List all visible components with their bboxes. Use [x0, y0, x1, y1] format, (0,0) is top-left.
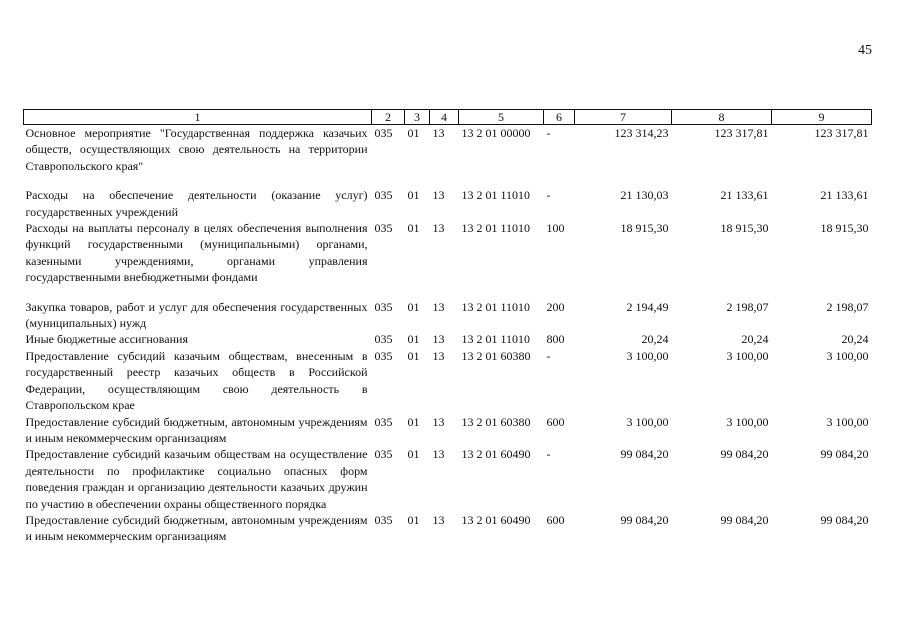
budget-table: [23, 109, 872, 545]
subsection-code: 13: [432, 221, 445, 236]
table-row: [24, 331, 872, 347]
subsection-code: 13: [432, 512, 445, 527]
ministry-code: 035: [374, 221, 393, 236]
amount-col7: 2 194,49: [626, 299, 669, 314]
ministry-code: 035: [374, 299, 393, 314]
target-article-code: 13 2 01 00000: [461, 126, 531, 140]
subsection-code: 13: [432, 348, 445, 363]
target-article-code: 13 2 01 60380: [461, 348, 531, 363]
expense-type-code: -: [546, 447, 551, 462]
amount-col7: 18 915,30: [620, 221, 669, 236]
row-description: Предоставление субсидий бюджетным, автономным учреждениям и иным некоммерческим организациям: [25, 512, 368, 544]
ministry-code: 035: [374, 348, 393, 363]
column-header: 2: [372, 110, 405, 125]
page-number: 45: [858, 43, 872, 58]
target-article-code: 13 2 01 60380: [461, 414, 531, 429]
section-code: 01: [407, 348, 420, 363]
expense-type-code: 600: [546, 414, 565, 429]
amount-col7: 20,24: [641, 332, 669, 347]
section-code: 01: [407, 512, 420, 527]
ministry-code: 035: [374, 414, 393, 429]
row-description: Иные бюджетные ассигнования: [25, 332, 188, 347]
subsection-code: 13: [432, 414, 445, 429]
row-description: Основное мероприятие "Государственная поддержка казачьих обществ, осуществляющих свою деятельность на территории Ставропольского края": [25, 126, 368, 173]
target-article-code: 13 2 01 60490: [461, 447, 531, 462]
amount-col8: 99 084,20: [720, 447, 769, 462]
section-code: 01: [407, 332, 420, 347]
amount-col8: 2 198,07: [726, 299, 769, 314]
target-article-code: 13 2 01 11010: [461, 332, 531, 347]
column-header: 8: [672, 110, 772, 125]
expense-type-code: -: [546, 348, 551, 363]
amount-col8: 21 133,61: [720, 188, 769, 203]
column-header: 5: [459, 110, 544, 125]
amount-col9: 2 198,07: [826, 299, 869, 314]
section-code: 01: [407, 126, 420, 140]
section-code: 01: [407, 299, 420, 314]
ministry-code: 035: [374, 512, 393, 527]
subsection-code: 13: [432, 447, 445, 462]
ministry-code: 035: [374, 126, 393, 140]
expense-type-code: 100: [546, 221, 565, 236]
amount-col9: 20,24: [841, 332, 869, 347]
row-description: Закупка товаров, работ и услуг для обеспечения государственных (муниципальных) нужд: [25, 299, 368, 331]
section-code: 01: [407, 188, 420, 203]
table-row: [24, 512, 872, 545]
row-description: Предоставление субсидий казачьим обществам, внесенным в государственный реестр казачьих обществ в Российской Федерации, осуществляющим свою деятельность в Ставропольском крае: [25, 348, 368, 413]
amount-col8: 3 100,00: [726, 414, 769, 429]
subsection-code: 13: [432, 299, 445, 314]
column-header: 9: [772, 110, 872, 125]
column-header: 1: [24, 110, 372, 125]
expense-type-code: -: [546, 188, 551, 203]
section-code: 01: [407, 447, 420, 462]
column-header: 7: [575, 110, 672, 125]
column-header: 4: [430, 110, 459, 125]
amount-col8: 3 100,00: [726, 348, 769, 363]
row-description: Расходы на выплаты персоналу в целях обеспечения выполнения функций государственными (муниципальными) органами, казенными учреждениями, органами управления государственными внебюджетными фондами: [25, 221, 368, 285]
column-header: 6: [544, 110, 575, 125]
expense-type-code: 800: [546, 332, 565, 347]
table-row: [24, 220, 872, 299]
row-description: Предоставление субсидий казачьим обществам на осуществление деятельности по профилактике социально опасных форм поведения граждан и организацию деятельности казачьих дружин по участию в обеспечении охраны общественного порядка: [25, 447, 368, 511]
table-row: [24, 299, 872, 332]
amount-col8: 123 317,81: [714, 126, 769, 140]
ministry-code: 035: [374, 332, 393, 347]
amount-col7: 21 130,03: [620, 188, 669, 203]
table-row: [24, 348, 872, 414]
expense-type-code: 600: [546, 512, 565, 527]
subsection-code: 13: [432, 126, 445, 140]
section-code: 01: [407, 221, 420, 236]
target-article-code: 13 2 01 11010: [461, 188, 531, 203]
row-description: Расходы на обеспечение деятельности (оказание услуг) государственных учреждений: [25, 188, 368, 219]
target-article-code: 13 2 01 60490: [461, 512, 531, 527]
amount-col9: 18 915,30: [820, 221, 869, 236]
subsection-code: 13: [432, 332, 445, 347]
expense-type-code: -: [546, 126, 551, 140]
ministry-code: 035: [374, 188, 393, 203]
amount-col8: 99 084,20: [720, 512, 769, 527]
amount-col8: 20,24: [741, 332, 769, 347]
header-row: [24, 110, 872, 125]
amount-col9: 3 100,00: [826, 348, 869, 363]
amount-col7: 3 100,00: [626, 414, 669, 429]
table-row: [24, 125, 872, 188]
target-article-code: 13 2 01 11010: [461, 221, 531, 236]
amount-col9: 3 100,00: [826, 414, 869, 429]
row-description: Предоставление субсидий бюджетным, автономным учреждениям и иным некоммерческим организациям: [25, 414, 368, 445]
amount-col7: 123 314,23: [614, 126, 669, 140]
amount-col9: 21 133,61: [820, 188, 869, 203]
table-row: [24, 187, 872, 220]
amount-col9: 123 317,81: [814, 126, 869, 140]
amount-col7: 99 084,20: [620, 447, 669, 462]
amount-col7: 99 084,20: [620, 512, 669, 527]
amount-col7: 3 100,00: [626, 348, 669, 363]
amount-col9: 99 084,20: [820, 512, 869, 527]
expense-type-code: 200: [546, 299, 565, 314]
ministry-code: 035: [374, 447, 393, 462]
table-row: [24, 446, 872, 512]
section-code: 01: [407, 414, 420, 429]
amount-col8: 18 915,30: [720, 221, 769, 236]
amount-col9: 99 084,20: [820, 447, 869, 462]
target-article-code: 13 2 01 11010: [461, 299, 531, 314]
column-header: 3: [405, 110, 430, 125]
table-row: [24, 414, 872, 447]
subsection-code: 13: [432, 188, 445, 203]
